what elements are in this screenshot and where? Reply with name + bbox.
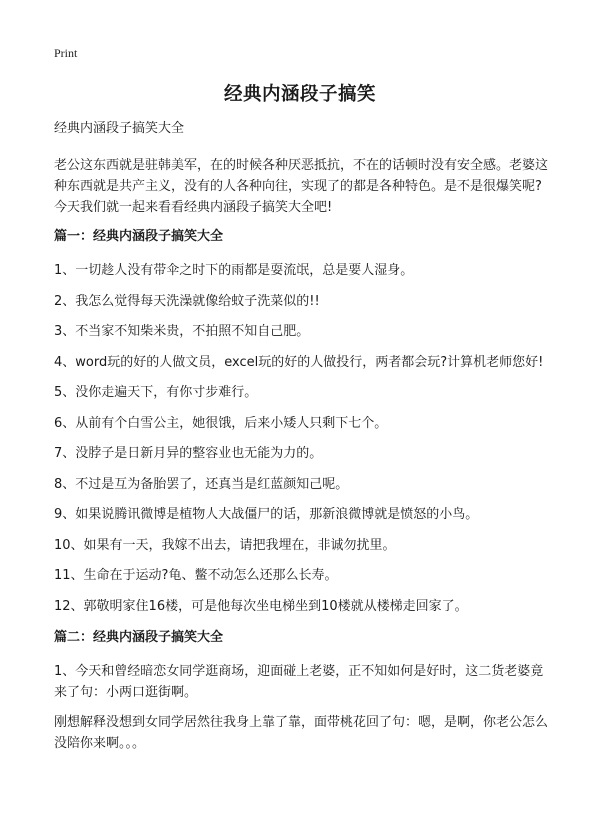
list-item: 5、没你走遍天下，有你寸步难行。 xyxy=(54,385,258,400)
list-item: 7、没脖子是日新月异的整容业也无能为力的。 xyxy=(54,446,323,461)
document-subtitle: 经典内涵段子搞笑大全 xyxy=(54,121,185,136)
list-item: 1、一切趁人没有带伞之时下的雨都是耍流氓，总是要人湿身。 xyxy=(54,263,414,278)
section-heading: 篇二：经典内涵段子搞笑大全 xyxy=(54,629,224,645)
intro-paragraph: 老公这东西就是驻韩美军，在的时候各种厌恶抵抗，不在的话顿时没有安全感。老婆这种东西就是共产主义，没有的人各种向往，实现了的都是各种特色。是不是很爆笑呢?今天我们就一起来看看经典内涵段子搞笑大全吧! xyxy=(54,158,549,215)
section-heading: 篇一：经典内涵段子搞笑大全 xyxy=(54,229,224,244)
document-title: 经典内涵段子搞笑 xyxy=(223,84,376,105)
section-2 xyxy=(54,629,548,755)
list-item: 8、不过是互为备胎罢了，还真当是红蓝颜知己呢。 xyxy=(54,476,349,492)
list-item: 2、我怎么觉得每天洗澡就像给蚊子洗菜似的!! xyxy=(54,293,320,309)
list-item: 11、生命在于运动?龟、鳖不动怎么还那么长寿。 xyxy=(54,568,338,583)
list-item: 12、郭敬明家住16楼，可是他每次坐电梯坐到10楼就从楼梯走回家了。 xyxy=(54,598,468,614)
document-body xyxy=(54,120,548,764)
print-link[interactable]: Print xyxy=(54,46,78,60)
list-item: 10、如果有一天，我嫁不出去，请把我埋在，非诚勿扰里。 xyxy=(54,537,396,553)
list-item: 4、word玩的好的人做文员，excel玩的好的人做投行，两者都会玩?计算机老师您好! xyxy=(54,354,544,370)
list-item: 6、从前有个白雪公主，她很饿，后来小矮人只剩下七个。 xyxy=(54,415,388,431)
list-item: 9、如果说腾讯微博是植物人大战僵尸的话，那新浪微博就是愤怒的小鸟。 xyxy=(54,507,479,522)
list-item: 3、不当家不知柴米贵，不拍照不知自己肥。 xyxy=(54,324,310,339)
section-1 xyxy=(54,228,548,617)
list-item: 1、今天和曾经暗恋女同学逛商场，迎面碰上老婆，正不知如何是好时，这二货老婆竟来了句：小两口逛街啊。 xyxy=(54,663,544,700)
list-item: 刚想解释没想到女同学居然往我身上靠了靠，面带桃花回了句：嗯，是啊，你老公怎么没陪你来啊。。。 xyxy=(54,715,549,751)
